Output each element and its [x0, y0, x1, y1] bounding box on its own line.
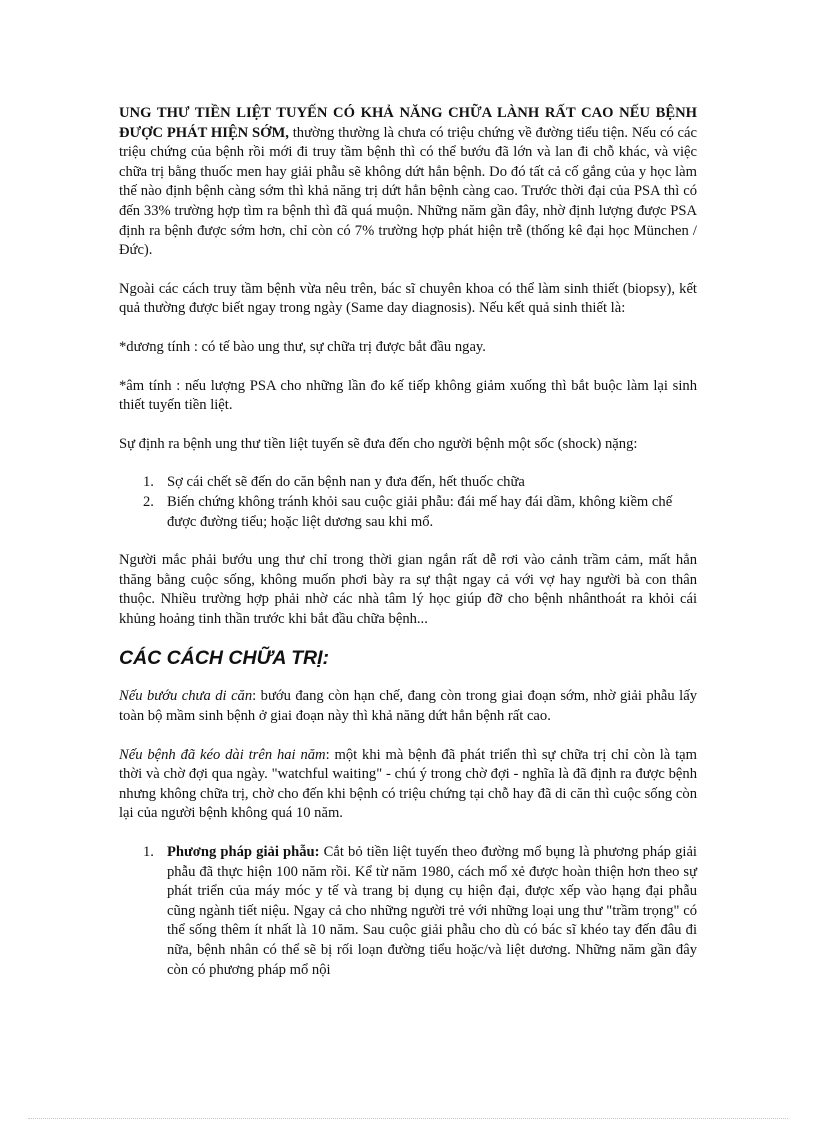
positive-result: *dương tính : có tế bào ung thư, sự chữa trị được bắt đầu ngay. — [119, 338, 486, 355]
treatment-body: Cắt bỏ tiền liệt tuyến theo đường mổ bụng là phương pháp giải phẫu đã thực hiện 100 năm rồi. Kể từ năm 1980, cách mổ xẻ được hoàn thiện hơn theo sự phát triển của máy móc y tế và trang bị dụng cụ hiện đại, được xếp vào hạng đại phẫu cũng ngành tiết niệu. Ngay cả cho những người trẻ với những loại ung thư "trầm trọng" có thể sống thêm ít nhất là 10 năm. Sau cuộc giải phẫu cho dù có bác sĩ khéo tay đến đâu đi nữa, bệnh nhân có thể sẽ bị rối loạn đường tiểu hoặc/và liệt dương. Những năm gần đây còn có phương pháp mổ nội — [167, 844, 697, 978]
list-number: 1. — [143, 474, 154, 491]
no-spread-paragraph — [119, 687, 697, 726]
intro-paragraph — [119, 104, 697, 261]
list-item — [119, 843, 697, 980]
shock-list — [119, 473, 697, 532]
section-heading: CÁC CÁCH CHỮA TRỊ: — [119, 647, 330, 670]
document-page — [119, 104, 697, 980]
treatment-list — [119, 843, 697, 980]
treatment-title: Phương pháp giải phẫu: — [167, 844, 320, 861]
no-spread-text: : bướu đang còn hạn chế, đang còn trong giai đoạn sớm, nhờ giải phẫu lấy toàn bộ mầm sinh bệnh ở giai đoạn này thì khả năng dứt hẳn bệnh rất cao. — [119, 688, 697, 725]
over-two-years-text: : một khi mà bệnh đã phát triển thì sự chữa trị chỉ còn là tạm thời và chờ đợi qua ngày. "watchful waiting" - chú ý trong chờ đợi - nghĩa là đã định ra được bệnh nhưng không chữa trị, chờ cho đến khi bệnh có triệu chứng tại chỗ hay đã di căn thì cuộc sống còn lại của người bệnh không quá 10 năm. — [119, 746, 697, 822]
no-spread-lead: Nếu bướu chưa di căn — [119, 688, 253, 705]
intro-heading: UNG THƯ TIỀN LIỆT TUYẾN CÓ KHẢ NĂNG CHỮA LÀNH RẤT CAO NẾU BỆNH ĐƯỢC PHÁT HIỆN SỚM, — [119, 105, 697, 141]
page-bottom-divider — [28, 1118, 788, 1119]
treatment-text — [167, 843, 697, 980]
list-item — [119, 473, 697, 493]
biopsy-paragraph: Ngoài các cách truy tầm bệnh vừa nêu trên, bác sĩ chuyên khoa có thể làm sinh thiết (biopsy), kết quả thường được biết ngay trong ngày (Same day diagnosis). Nếu kết quả sinh thiết là: — [119, 280, 697, 317]
shock-intro: Sự định ra bệnh ung thư tiền liệt tuyến sẽ đưa đến cho người bệnh một sốc (shock) nặng: — [119, 435, 638, 452]
negative-result: *âm tính : nếu lượng PSA cho những lần đo kế tiếp không giảm xuống thì bắt buộc làm lại sinh thiết tuyến tiền liệt. — [119, 377, 697, 414]
depression-paragraph: Người mắc phải bướu ung thư chỉ trong thời gian ngắn rất dễ rơi vào cảnh trầm cảm, mất hẳn thăng bằng cuộc sống, không muốn phơi bày ra sự thật ngay cả với vợ hay người bà con thân thuộc. Nhiều trường hợp phải nhờ các nhà tâm lý học giúp đỡ cho bệnh nhânthoát ra khỏi cái khủng hoảng tinh thần trước khi bắt đầu chữa bệnh... — [119, 552, 697, 627]
list-number: 1. — [143, 844, 154, 861]
list-text: Biến chứng không tránh khỏi sau cuộc giải phẫu: đái mế hay đái dầm, không kiềm chế được đường tiểu; hoặc liệt dương sau khi mổ. — [167, 493, 673, 530]
list-number: 2. — [143, 493, 154, 510]
list-item — [119, 493, 697, 532]
intro-text: thường thường là chưa có triệu chứng về đường tiểu tiện. Nếu có các triệu chứng của bệnh rồi mới đi truy tầm bệnh thì có thể bướu đã lớn và lan đi chỗ khác, và việc chữa trị bằng thuốc men hay giải phẫu sẽ không dứt hẳn bệnh. Do đó tất cả cố gắng của y học làm thế nào định bệnh càng sớm thì khả năng trị dứt hẳn bệnh càng cao. Trước thời đại của PSA thì có đến 33% trường hợp tìm ra bệnh thì đã quá muộn. Những năm gần đây, nhờ định lượng được PSA định ra bệnh được sớm hơn, chỉ còn có 7% trường hợp phát hiện trễ (thống kê đại học München / Đức). — [119, 124, 697, 259]
over-two-years-paragraph — [119, 746, 697, 824]
over-two-years-lead: Nếu bệnh đã kéo dài trên hai năm — [119, 746, 326, 763]
list-text: Sợ cái chết sẽ đến do căn bệnh nan y đưa đến, hết thuốc chữa — [167, 474, 525, 491]
